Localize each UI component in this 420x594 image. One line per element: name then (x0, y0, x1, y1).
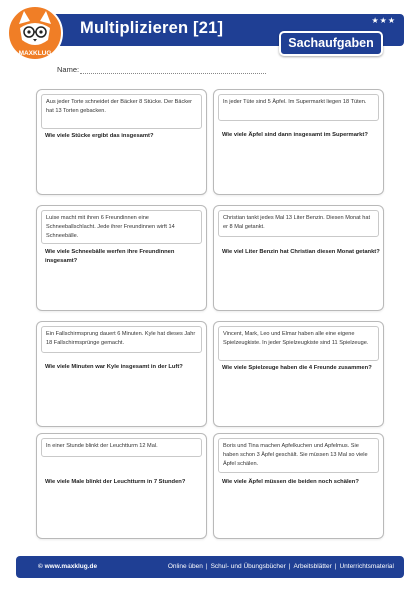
difficulty-stars: ★★★ (371, 16, 396, 25)
maxklug-logo (6, 4, 64, 62)
task-question: Wie viele Äpfel müssen die beiden noch schälen? (222, 479, 359, 485)
task-question: Wie viele Stücke ergibt das insgesamt? (45, 133, 154, 139)
category-badge: Sachaufgaben (279, 31, 383, 56)
task-statement: Aus jeder Torte schneidet der Bäcker 8 Stücke. Der Bäcker hat 13 Torten gebacken. (41, 94, 202, 129)
task-card-6 (213, 321, 384, 427)
name-label: Name: (57, 65, 80, 74)
footer-link-books[interactable]: Schul- und Übungsbücher (210, 563, 286, 570)
task-card-5 (36, 321, 207, 427)
footer-copyright: © www.maxklug.de (38, 563, 98, 570)
task-question: Wie viele Minuten war Kyle insgesamt in der Luft? (45, 364, 183, 370)
task-card-2 (213, 89, 384, 195)
task-question: Wie viele Spielzeuge haben die 4 Freunde zusammen? (222, 365, 372, 371)
task-card-1 (36, 89, 207, 195)
page-title: Multiplizieren [21] (80, 19, 224, 37)
task-card-3 (36, 205, 207, 311)
task-statement: Vincent, Mark, Leo und Elmar haben alle eine eigene Spielzeugkiste. In jeder Spielzeugkiste sind 11 Spielzeuge. (218, 326, 379, 361)
task-question: Wie viel Liter Benzin hat Christian diesen Monat getankt? (222, 249, 380, 255)
footer-link-worksheets[interactable]: Arbeitsblätter (293, 563, 332, 570)
svg-text:MAXKLUG: MAXKLUG (18, 50, 52, 57)
task-card-8 (213, 433, 384, 539)
task-statement: Christian tankt jedes Mal 13 Liter Benzin. Diesen Monat hat er 8 Mal getankt. (218, 210, 379, 237)
task-card-7 (36, 433, 207, 539)
task-question: Wie viele Male blinkt der Leuchtturm in 7 Stunden? (45, 479, 186, 485)
footer-separator: | (334, 563, 337, 570)
task-statement: Ein Fallschirmsprung dauert 6 Minuten. Kyle hat dieses Jahr 18 Fallschirmsprünge gemacht. (41, 326, 202, 353)
task-question: Wie viele Äpfel sind dann insgesamt im Supermarkt? (222, 132, 368, 138)
task-statement: Boris und Tina machen Apfelkuchen und Apfelmus. Sie haben schon 3 Äpfel geschält. Sie müssen 13 Mal so viele Äpfel schälen. (218, 438, 379, 473)
task-card-4 (213, 205, 384, 311)
footer-separator: | (205, 563, 208, 570)
task-statement: In einer Stunde blinkt der Leuchtturm 12 Mal. (41, 438, 202, 457)
footer-link-materials[interactable]: Unterrichtsmaterial (339, 563, 394, 570)
footer-separator: | (288, 563, 291, 570)
footer-link-online[interactable]: Online üben (167, 563, 203, 570)
task-statement: Luise macht mit ihren 6 Freundinnen eine Schneeballschlacht. Jede ihrer Freundinnen wirft 14 Schneebälle. (41, 210, 202, 244)
task-statement: In jeder Tüte sind 5 Äpfel. Im Supermarkt liegen 18 Tüten. (218, 94, 379, 121)
footer-bar (16, 556, 404, 578)
footer-links (168, 563, 394, 570)
name-write-line[interactable] (80, 73, 266, 74)
task-question: Wie viele Schneebälle werfen ihre Freundinnen insgesamt? (45, 249, 175, 264)
